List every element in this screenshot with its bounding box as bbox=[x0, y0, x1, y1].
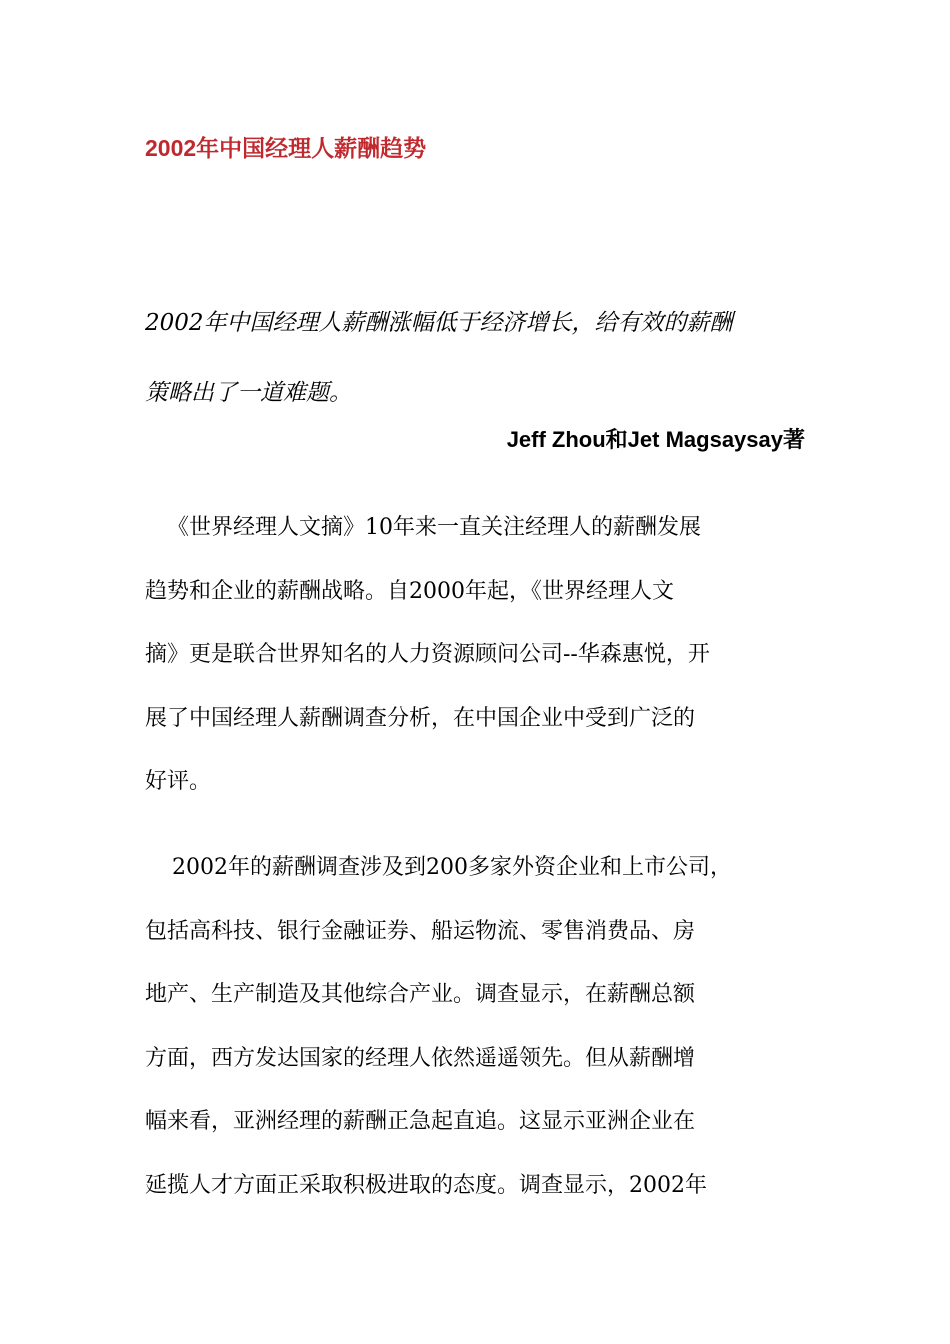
document-title: 2002年中国经理人薪酬趋势 bbox=[145, 135, 427, 161]
paragraph-line: 摘》更是联合世界知名的人力资源顾问公司--华森惠悦，开 bbox=[145, 642, 710, 667]
document-subtitle bbox=[145, 288, 810, 428]
paragraph-line: 包括高科技、银行金融证券、船运物流、零售消费品、房 bbox=[145, 918, 696, 944]
body-paragraph bbox=[145, 496, 810, 814]
subtitle-line: 2002年中国经理人薪酬涨幅低于经济增长，给有效的薪酬 bbox=[145, 310, 733, 336]
paragraph-line: 2002年的薪酬调查涉及到200多家外资企业和上市公司， bbox=[172, 855, 732, 880]
paragraph-line: 《世界经理人文摘》10年来一直关注经理人的薪酬发展 bbox=[167, 515, 701, 540]
paragraph-line: 幅来看，亚洲经理的薪酬正急起直追。这显示亚洲企业在 bbox=[145, 1109, 696, 1134]
subtitle-line: 策略出了一道难题。 bbox=[145, 380, 352, 406]
paragraph-line: 地产、生产制造及其他综合产业。调查显示，在薪酬总额 bbox=[145, 982, 696, 1007]
paragraph-line: 展了中国经理人薪酬调查分析，在中国企业中受到广泛的 bbox=[145, 705, 696, 731]
paragraph-line: 延揽人才方面正采取积极进取的态度。调查显示，2002年 bbox=[145, 1172, 707, 1198]
paragraph-line: 好评。 bbox=[145, 769, 212, 794]
paragraph-line: 趋势和企业的薪酬战略。自2000年起，《世界经理人文 bbox=[145, 578, 674, 604]
author-byline: Jeff Zhou和Jet Magsaysay著 bbox=[506, 427, 805, 452]
paragraph-line: 方面，西方发达国家的经理人依然遥遥领先。但从薪酬增 bbox=[145, 1045, 696, 1071]
body-paragraph bbox=[145, 836, 810, 1217]
